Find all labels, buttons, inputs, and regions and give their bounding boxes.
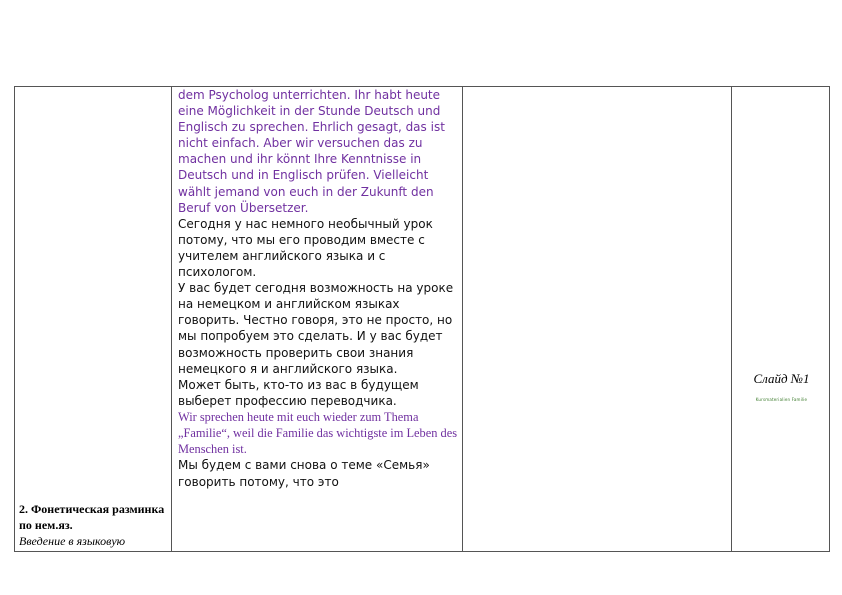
column-divider	[462, 87, 463, 551]
column-divider	[731, 87, 732, 551]
stage-subtitle: Введение в языковую	[19, 534, 126, 548]
german-paragraph: dem Psycholog unterrichten. Ihr habt heute eine Möglichkeit in der Stunde Deutsch und Englisch zu sprechen. Ehrlich gesagt, das ist nicht einfach. Aber wir versuchen das zu machen und ihr könnt Ihre Kenntnisse in Deutsch und in Englisch prüfen. Vielleicht wählt jemand von euch in der Zukunft den Beruf von Übersetzer.	[178, 88, 445, 215]
russian-paragraph: Мы будем с вами снова о теме «Семья» говорить потому, что это	[178, 458, 430, 489]
resources-cell	[733, 371, 830, 406]
german-paragraph: Wir sprechen heute mit euch wieder zum Thema „Familie“, weil die Familie das wichtigste im Leben des Menschen ist.	[178, 409, 458, 457]
slide-label: Слайд №1	[753, 371, 810, 386]
russian-paragraph: У вас будет сегодня возможность на уроке на немецком и английском языках говорить. Честно говоря, это не просто, но мы попробуем это сделать. И у вас будет возможность проверить свои знания немецкого я и английского языка.	[178, 281, 454, 376]
stage-cell	[19, 501, 169, 549]
teacher-activity-cell	[178, 87, 462, 551]
column-divider	[171, 87, 172, 551]
stage-title: 2. Фонетическая разминка по нем.яз.	[19, 502, 165, 532]
russian-paragraph: Может быть, кто-то из вас в будущем выберет профессию переводчика.	[178, 377, 419, 408]
slide-thumbnail: Kursmaterialien Familie	[755, 397, 808, 402]
lesson-table	[14, 86, 830, 552]
russian-paragraph: Сегодня у нас немного необычный урок потому, что мы его проводим вместе с учителем английского языка и с психологом.	[178, 216, 433, 280]
